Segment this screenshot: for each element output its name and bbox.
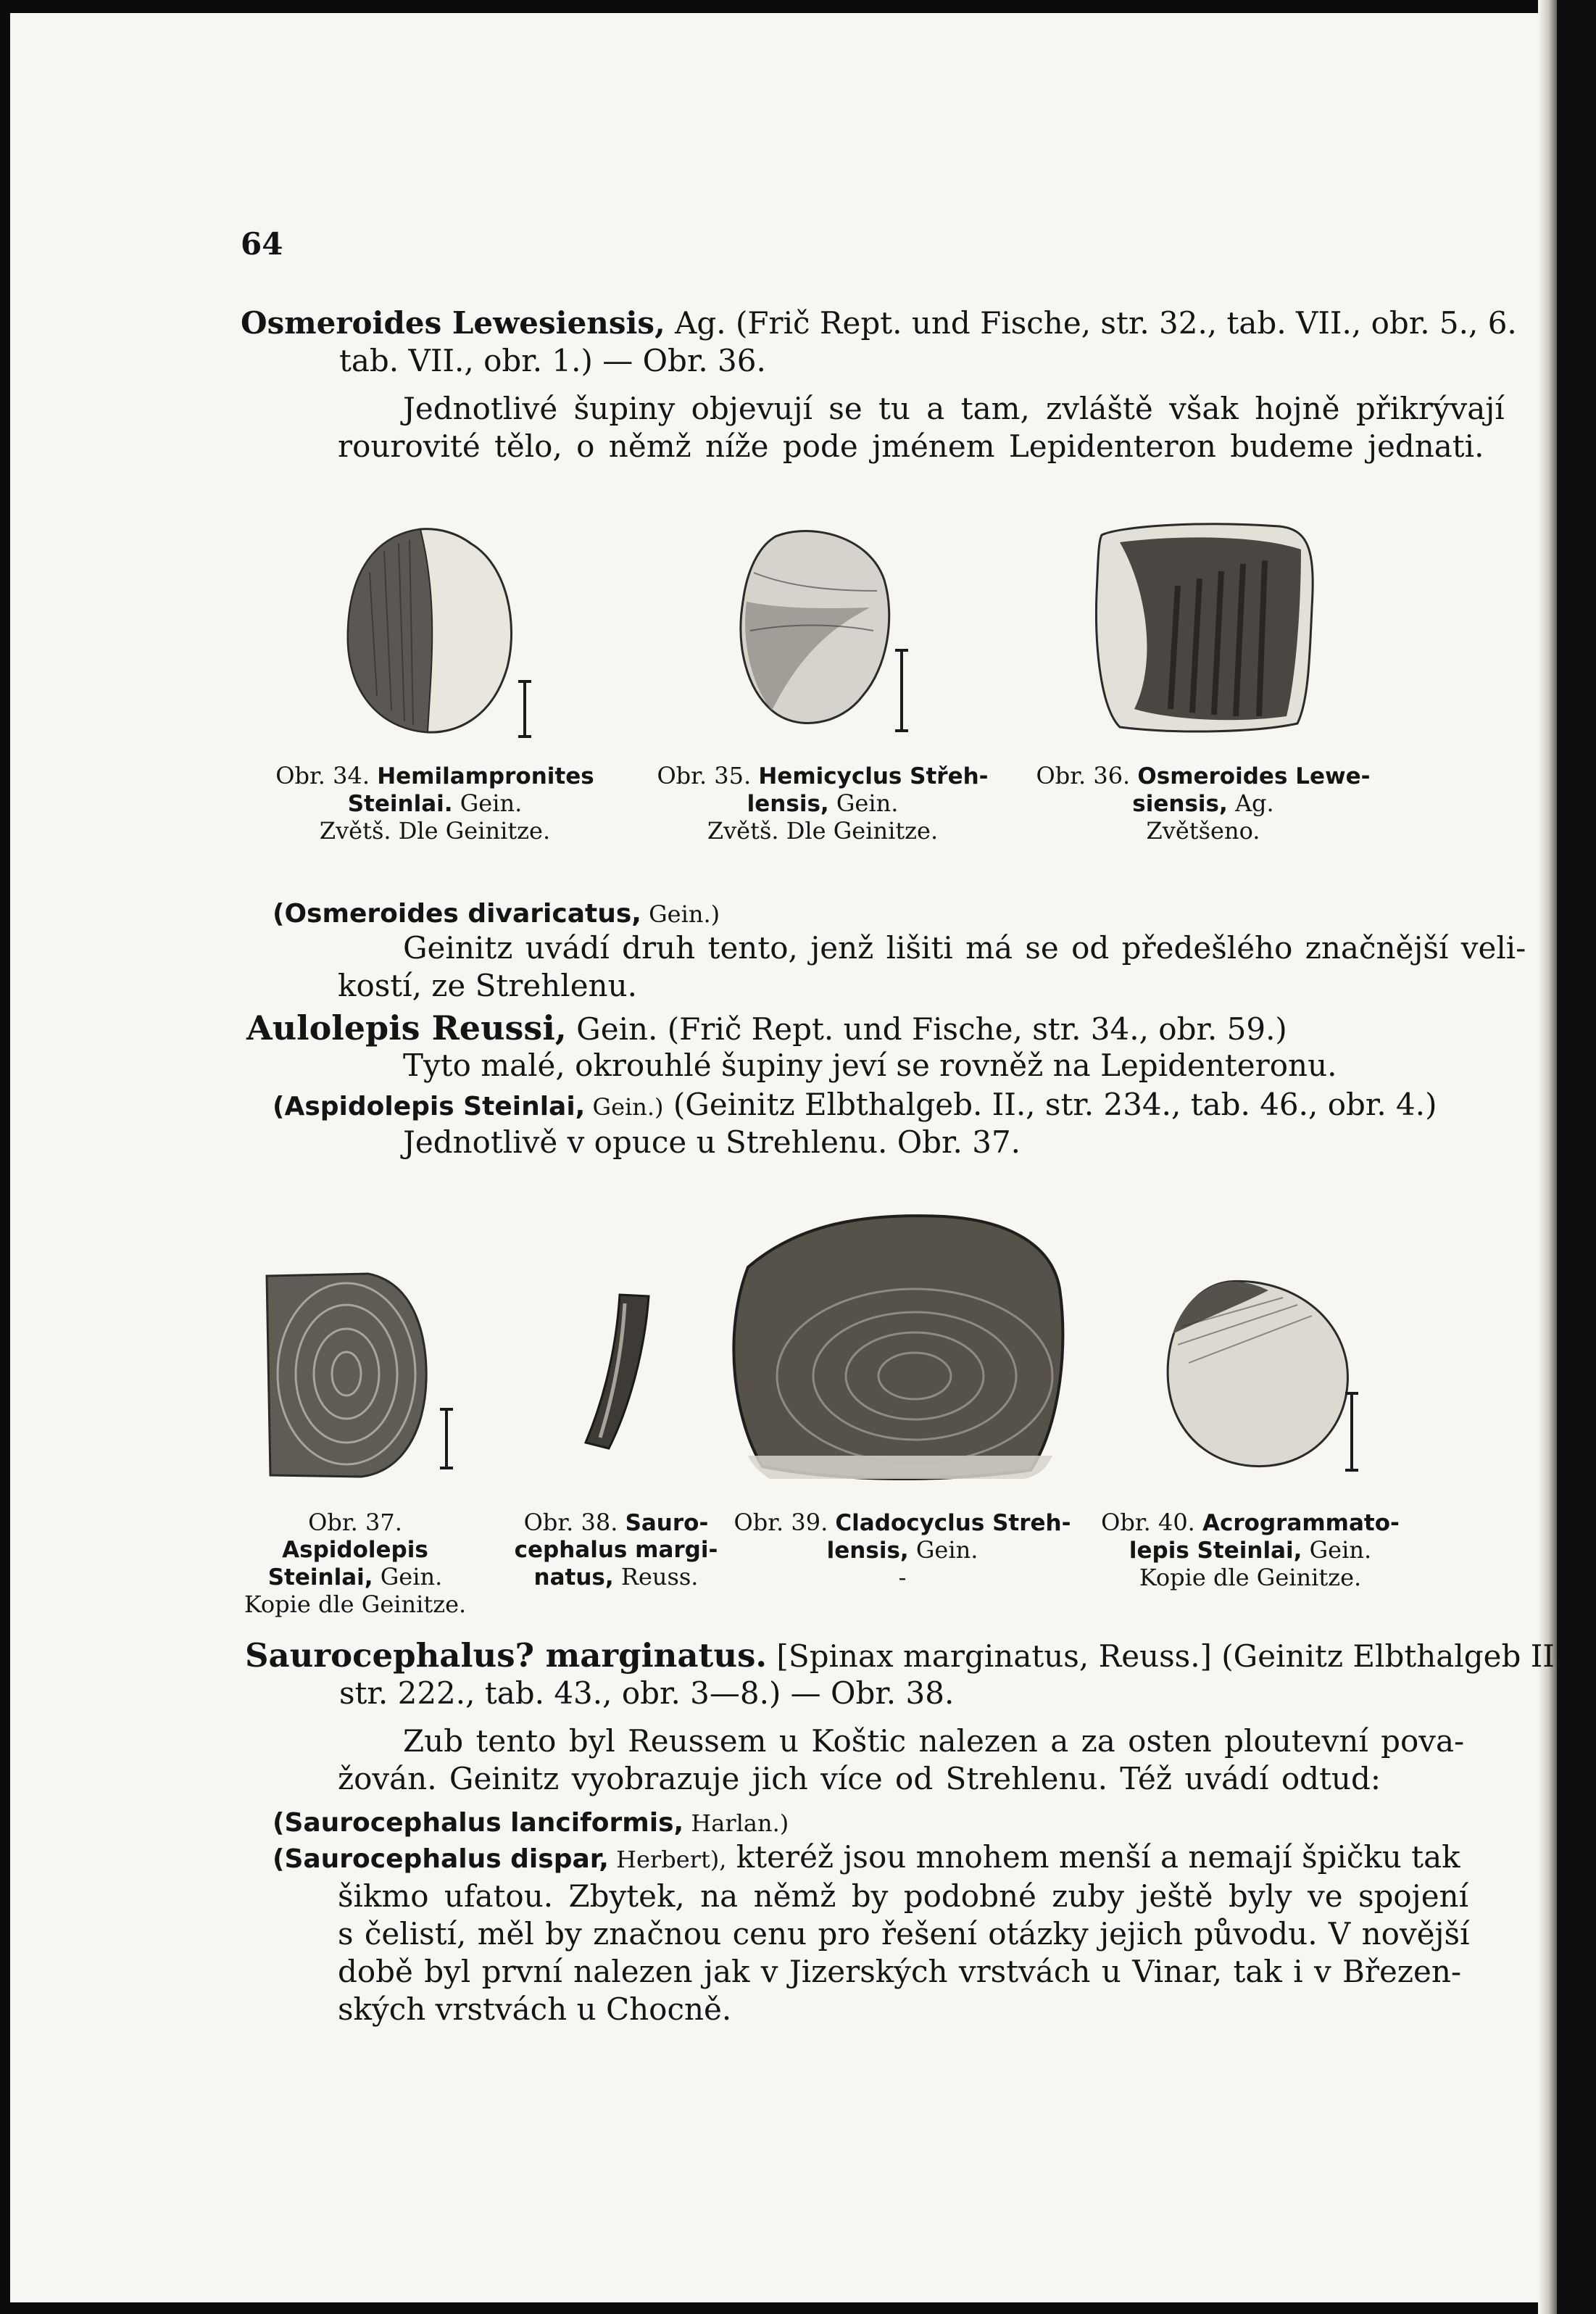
scale-bar	[445, 1408, 448, 1469]
body-line: Jednotlivě v opuce u Strehlenu. Obr. 37.	[403, 1124, 1021, 1160]
figure-40-scale	[1160, 1276, 1355, 1472]
aspidolepis-heading-line: (Aspidolepis Steinlai, Gein.) (Geinitz Elbthalgeb. II., str. 234., tab. 46., obr. 4.)	[273, 1087, 1437, 1122]
reference-line-2: str. 222., tab. 43., obr. 3—8.) — Obr. 38.	[339, 1675, 955, 1711]
figure-39-caption: Obr. 39. Cladocyclus Streh- lensis, Gein. -	[733, 1509, 1071, 1591]
scale-bar	[523, 680, 526, 738]
body-line: žován. Geinitz vyobrazuje jich více od Strehlenu. Též uvádí odtud:	[338, 1761, 1381, 1796]
body-line: Geinitz uvádí druh tento, jenž lišiti má se od předešlého značnější veli-	[403, 930, 1526, 966]
scan-border-top	[0, 0, 1596, 13]
reference-line-2: tab. VII., obr. 1.) — Obr. 36.	[339, 343, 766, 378]
body-line: Zub tento byl Reussem u Koštic nalezen a za osten ploutevní pova-	[403, 1723, 1465, 1759]
page-number: 64	[241, 226, 283, 262]
body-line: době byl první nalezen jak v Jizerských vrstvách u Vinar, tak i v Březen-	[338, 1954, 1462, 1989]
figure-40-caption: Obr. 40. Acrogrammato- lepis Steinlai, Gein. Kopie dle Geinitze.	[1101, 1509, 1400, 1591]
saurocephalus-lanciformis: (Saurocephalus lanciformis, Harlan.)	[273, 1808, 789, 1838]
reference-text: Ag. (Frič Rept. und Fische, str. 32., tab. VII., obr. 5., 6.	[665, 305, 1517, 341]
figure-34-caption: Obr. 34. Hemilampronites Steinlai. Gein. Zvětš. Dle Geinitze.	[275, 762, 594, 845]
scale-bar	[900, 649, 903, 732]
saurocephalus-dispar: (Saurocephalus dispar, Herbert), kteréž jsou mnohem menší a nemají špičku tak	[273, 1839, 1460, 1875]
body-line: Tyto malé, okrouhlé šupiny jeví se rovněž na Lepidenteronu.	[403, 1048, 1337, 1083]
body-line: rourovité tělo, o němž níže pode jménem Lepidenteron budeme jednati.	[338, 428, 1484, 464]
figure-34-scale	[341, 522, 536, 739]
body-line: Jednotlivé šupiny objevují se tu a tam, zvláště však hojně přikrývají	[403, 391, 1505, 426]
body-line: ských vrstvách u Chocně.	[338, 1991, 732, 2027]
scan-border-bottom	[0, 2302, 1596, 2314]
page-edge-shadow	[1538, 0, 1557, 2314]
osmeroides-heading-line	[241, 304, 1517, 342]
figure-35-scale	[732, 522, 899, 739]
figure-35-caption: Obr. 35. Hemicyclus Střeh- lensis, Gein. Zvětš. Dle Geinitze.	[657, 762, 989, 845]
saurocephalus-heading-line: Saurocephalus? marginatus. [Spinax marginatus, Reuss.] (Geinitz Elbthalgeb II.	[245, 1636, 1565, 1675]
osmeroides-divaricatus-heading: (Osmeroides divaricatus, Gein.)	[273, 899, 720, 929]
body-line: kostí, ze Strehlenu.	[338, 968, 638, 1003]
figure-38-caption: Obr. 38. Sauro- cephalus margi- natus, Reuss.	[514, 1509, 718, 1591]
figure-37-scale	[259, 1265, 433, 1482]
figure-36-scale	[1091, 521, 1323, 738]
aulolepis-heading-line: Aulolepis Reussi, Gein. (Frič Rept. und Fische, str. 34., obr. 59.)	[246, 1008, 1287, 1048]
scan-border-right	[1557, 0, 1596, 2314]
species-name: Osmeroides Lewesiensis,	[241, 305, 665, 341]
figure-38-tooth	[580, 1289, 660, 1456]
figure-39-scale	[719, 1209, 1074, 1485]
figure-36-caption: Obr. 36. Osmeroides Lewe- siensis, Ag. Zvětšeno.	[1036, 762, 1371, 845]
body-line: šikmo ufatou. Zbytek, na němž by podobné zuby ještě byly ve spojení	[338, 1878, 1469, 1914]
scale-bar	[1350, 1392, 1353, 1472]
body-line: s čelistí, měl by značnou cenu pro řešení otázky jejich původu. V novější	[338, 1916, 1470, 1952]
scan-border-left	[0, 0, 10, 2314]
figure-37-caption: Obr. 37. Aspidolepis Steinlai, Gein. Kopie dle Geinitze.	[244, 1509, 467, 1618]
